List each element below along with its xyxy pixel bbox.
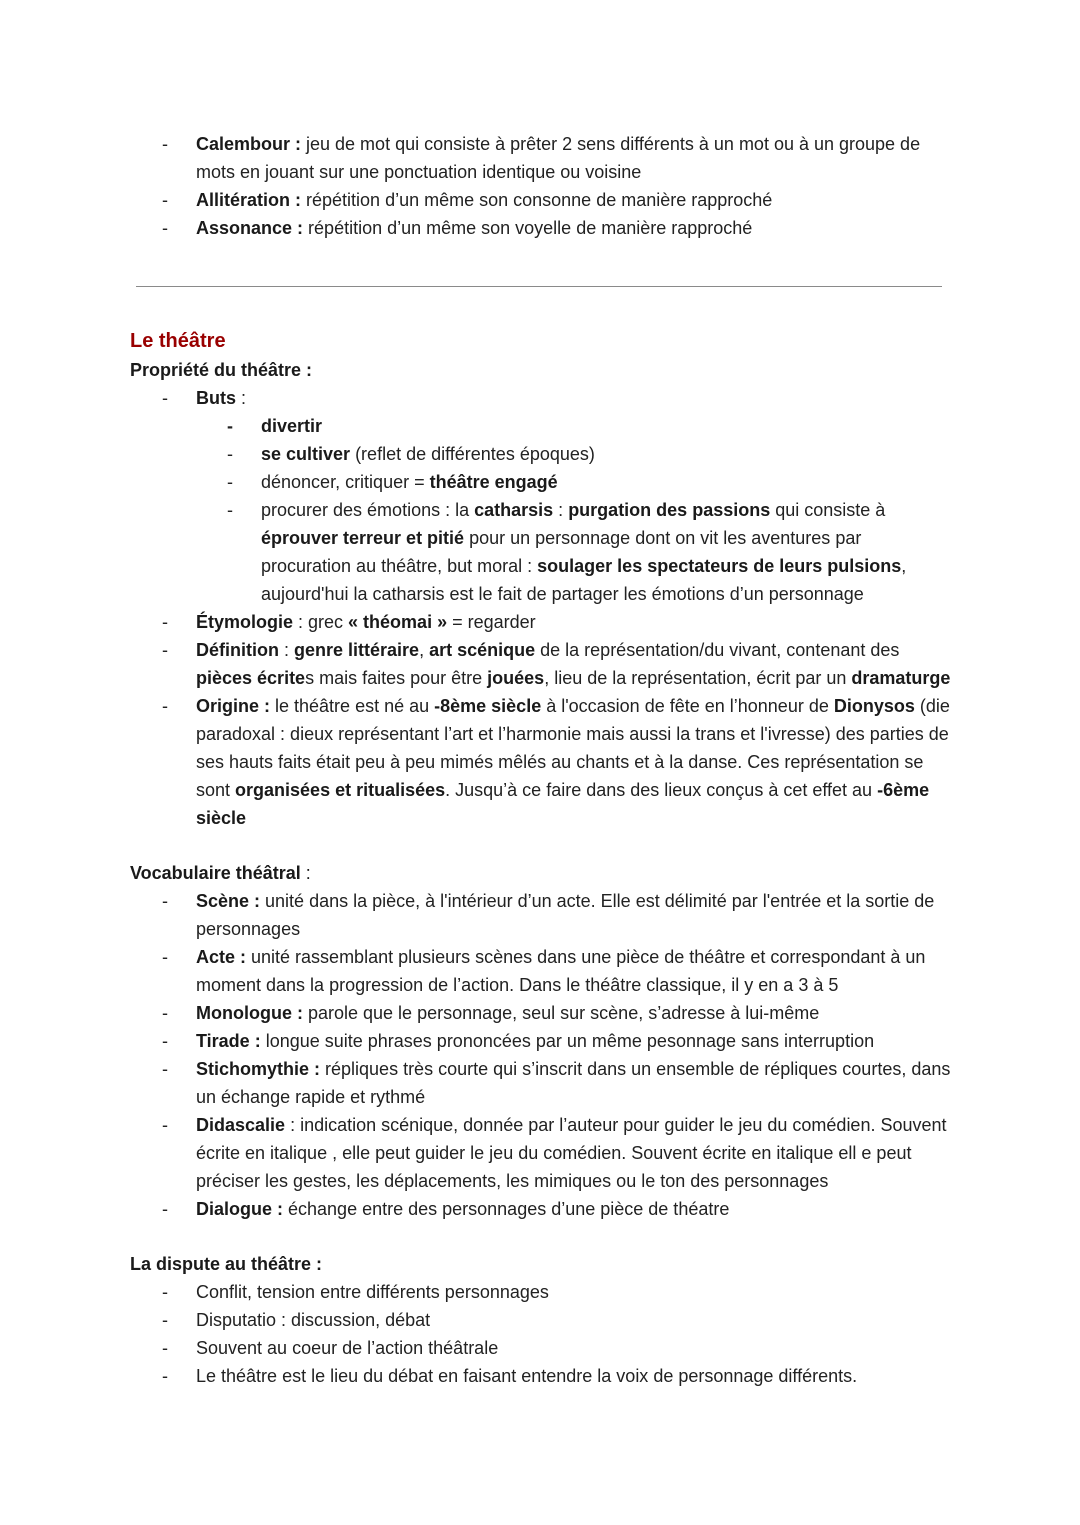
bullet-dash: - [162,1199,168,1219]
bold-run: -8ème siècle [434,696,542,716]
bullet-dash: - [227,500,233,520]
bullet-dash: - [162,640,168,660]
list-item-didascalie [0,1111,956,1195]
heading-dispute: La dispute au théâtre : [130,1254,323,1274]
bullet-dash: - [162,1059,168,1079]
list-item-buts [0,384,956,412]
text-run: s mais faites pour être [305,668,488,688]
text-run: , [419,640,430,660]
bullet-dash: - [227,444,233,464]
bullet-dash: - [162,218,168,238]
bullet-dash: - [162,612,168,632]
list-item [0,1362,956,1390]
list-item-stichomythie [0,1055,956,1111]
term-acte: Acte : [196,947,247,967]
bullet-dash: - [162,388,168,408]
bullet-dash: - [162,891,168,911]
bullet-dash: - [162,1366,168,1386]
bullet-dash: - [162,696,168,716]
text-run: : [553,500,569,520]
bold-run: « théomai » [348,612,448,632]
list-item-text: Souvent au coeur de l’action théâtrale [196,1338,499,1358]
text-run: le théâtre est né au [270,696,435,716]
but-divertir: divertir [261,416,323,436]
text-run: , aujourd'hui la catharsis est le fait de partager les émotions d’un personnage [261,556,907,604]
list-item-assonance [0,214,956,242]
text-run: , lieu de la représentation, écrit par un [544,668,852,688]
section-title: Le théâtre [130,330,226,352]
list-item-emotions [0,496,956,608]
list-item-cultiver [0,440,956,468]
text-run: (die paradoxal : dieux représentant l’art et l’harmonie mais aussi la trans et l'ivresse) des parties de ses hauts faits était peu à peu mimés mêlés au chants et à la danse. Ces représentation se sont [196,696,950,800]
text-run: = regarder [447,612,536,632]
bold-run: éprouver terreur et pitié [261,528,465,548]
heading-vocabulaire-colon: : [300,863,311,883]
text-run: procurer des émotions : la [261,500,475,520]
list-item-divertir [0,412,956,440]
bullet-dash: - [162,134,168,154]
figures-list [0,130,1080,242]
list-item-calembour [0,130,956,186]
bold-run: Dionysos [833,696,915,716]
definition-assonance: répétition d’un même son voyelle de manière rapproché [303,218,753,238]
definition-dialogue: échange entre des personnages d’une pièce de théatre [283,1199,730,1219]
bullet-dash: - [162,1338,168,1358]
bold-run: purgation des passions [568,500,771,520]
bullet-dash: - [162,1115,168,1135]
dispute-list [0,1278,1080,1390]
bold-run: catharsis [474,500,554,520]
term-alliteration: Allitération : [196,190,302,210]
but-cultiver-note: (reflet de différentes époques) [350,444,595,464]
bold-run: soulager les spectateurs de leurs pulsions [537,556,902,576]
bold-run: jouées [487,668,545,688]
bullet-dash: - [162,1031,168,1051]
list-item-scene [0,887,956,943]
definition-didascalie: : indication scénique, donnée par l’auteur pour guider le jeu du comédien. Souvent écrite en italique , elle peut guider le jeu du comédien. Souvent écrite en italique ell e peut préciser les gestes, les déplacements, les mimiques ou le ton des personnages [196,1115,947,1191]
bullet-dash: - [227,416,233,436]
heading-vocabulaire-text: Vocabulaire théâtral [130,863,301,883]
horizontal-divider [136,286,942,287]
list-item [0,1334,956,1362]
term-assonance: Assonance : [196,218,304,238]
term-dialogue: Dialogue : [196,1199,284,1219]
definition-stichomythie: répliques très courte qui s’inscrit dans un ensemble de répliques courtes, dans un échange rapide et rythmé [196,1059,951,1107]
text-run: de la représentation/du vivant, contenant des [535,640,900,660]
list-item-dialogue [0,1195,956,1223]
list-item-tirade [0,1027,956,1055]
heading-proprietes: Propriété du théâtre : [130,360,313,380]
definition-alliteration: répétition d’un même son consonne de manière rapproché [301,190,773,210]
list-item-text: Conflit, tension entre différents personnages [196,1282,549,1302]
term-stichomythie: Stichomythie : [196,1059,321,1079]
bold-run: art scénique [429,640,536,660]
list-item-monologue [0,999,956,1027]
but-denoncer: dénoncer, critiquer = [261,472,430,492]
definition-calembour: jeu de mot qui consiste à prêter 2 sens différents à un mot ou à un groupe de mots en jouant sur une ponctuation identique ou voisine [196,134,921,182]
bold-run: dramaturge [851,668,951,688]
buts-colon: : [236,388,247,408]
list-item-denoncer [0,468,956,496]
text-run: : [279,640,295,660]
term-etymologie: Étymologie [196,612,294,632]
term-tirade: Tirade : [196,1031,261,1051]
vocabulaire-list [0,887,1080,1223]
text-run: : grec [293,612,349,632]
term-origine: Origine : [196,696,271,716]
bullet-dash: - [162,1003,168,1023]
text-run: pour un personnage dont on vit les aventures par procuration au théâtre, but moral : [261,528,862,576]
list-item-origine [0,692,956,832]
text-run: à l'occasion de fête en l’honneur de [541,696,834,716]
term-buts: Buts [196,388,236,408]
list-item-text: Le théâtre est le lieu du débat en faisant entendre la voix de personnage différents. [196,1366,858,1386]
list-item-alliteration [0,186,956,214]
list-item-text: Disputatio : discussion, débat [196,1310,431,1330]
list-item [0,1278,956,1306]
term-didascalie: Didascalie [196,1115,286,1135]
bold-run: pièces écrite [196,668,306,688]
bullet-dash: - [162,947,168,967]
text-run: . Jusqu’à ce faire dans des lieux conçus à cet effet au [445,780,878,800]
term-calembour: Calembour : [196,134,302,154]
list-item [0,1306,956,1334]
definition-acte: unité rassemblant plusieurs scènes dans une pièce de théâtre et correspondant à un moment dans la progression de l’action. Dans le théâtre classique, il y en a 3 à 5 [196,947,926,995]
bullet-dash: - [162,190,168,210]
definition-scene: unité dans la pièce, à l'intérieur d’un acte. Elle est délimité par l'entrée et la sortie de personnages [196,891,935,939]
bullet-dash: - [162,1282,168,1302]
bold-run: organisées et ritualisées [235,780,446,800]
but-cultiver: se cultiver [261,444,351,464]
list-item-etymologie [0,608,956,636]
bullet-dash: - [227,472,233,492]
list-item-acte [0,943,956,999]
term-scene: Scène : [196,891,261,911]
bold-run: -6ème siècle [196,780,930,828]
bold-run: genre littéraire [294,640,420,660]
heading-vocabulaire [130,859,311,887]
definition-tirade: longue suite phrases prononcées par un même pesonnage sans interruption [260,1031,875,1051]
list-item-definition [0,636,952,692]
term-monologue: Monologue : [196,1003,303,1023]
bullet-dash: - [162,1310,168,1330]
text-run: qui consiste à [770,500,886,520]
definition-monologue: parole que le personnage, seul sur scène, s’adresse à lui-même [302,1003,820,1023]
proprietes-list [0,384,1080,832]
term-definition: Définition [196,640,279,660]
theatre-engage: théâtre engagé [429,472,558,492]
